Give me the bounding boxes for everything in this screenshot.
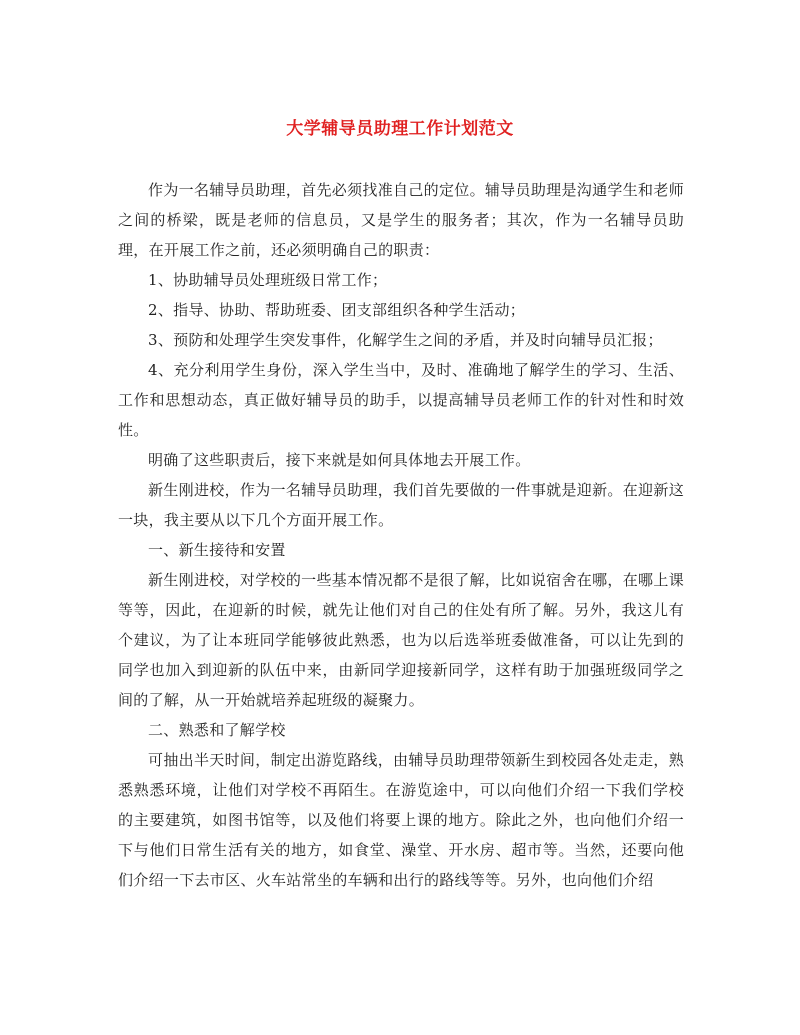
document-title: 大学辅导员助理工作计划范文 (286, 119, 514, 139)
paragraph-duty-3: 3、预防和处理学生突发事件，化解学生之间的矛盾，并及时向辅导员汇报； (148, 331, 663, 349)
paragraph-duty-2: 2、指导、协助、帮助班委、团支部组织各种学生活动； (148, 301, 526, 319)
paragraph-section-1: 新生刚进校，对学校的一些基本情况都不是很了解，比如说宿舍在哪，在哪上课等等，因此，在迎新的时候，就先让他们对自己的住处有所了解。另外，我这儿有个建议，为了让本班同学能够彼此熟悉，也为以后选举班委做准备，可以让先到的同学也加入到迎新的队伍中来，由新同学迎接新同学，这样有助于加强班级同学之间的了解，从一开始就培养起班级的凝聚力。 (118, 571, 684, 709)
paragraph-section-2: 可抽出半天时间，制定出游览路线，由辅导员助理带领新生到校园各处走走，熟悉熟悉环境，让他们对学校不再陌生。在游览途中，可以向他们介绍一下我们学校的主要建筑，如图书馆等，以及他们将要上课的地方。除此之外，也向他们介绍一下与他们日常生活有关的地方，如食堂、澡堂、开水房、超市等。当然，还要向他们介绍一下去市区、火车站常坐的车辆和出行的路线等等。另外，也向他们介绍 (118, 751, 684, 889)
section-heading-1: 一、新生接待和安置 (148, 541, 286, 559)
paragraph-welcome: 新生刚进校，作为一名辅导员助理，我们首先要做的一件事就是迎新。在迎新这一块，我主要从以下几个方面开展工作。 (118, 481, 684, 529)
paragraph-duty-4: 4、充分利用学生身份，深入学生当中，及时、准确地了解学生的学习、生活、工作和思想动态，真正做好辅导员的助手，以提高辅导员老师工作的针对性和时效性。 (118, 361, 684, 439)
paragraph-transition: 明确了这些职责后，接下来就是如何具体地去开展工作。 (148, 451, 531, 469)
document-body (118, 175, 684, 895)
section-heading-2: 二、熟悉和了解学校 (148, 721, 286, 739)
paragraph-intro: 作为一名辅导员助理，首先必须找准自己的定位。辅导员助理是沟通学生和老师之间的桥梁，既是老师的信息员，又是学生的服务者；其次，作为一名辅导员助理，在开展工作之前，还必须明确自己的职责： (118, 181, 684, 259)
paragraph-duty-1: 1、协助辅导员处理班级日常工作； (148, 271, 388, 289)
